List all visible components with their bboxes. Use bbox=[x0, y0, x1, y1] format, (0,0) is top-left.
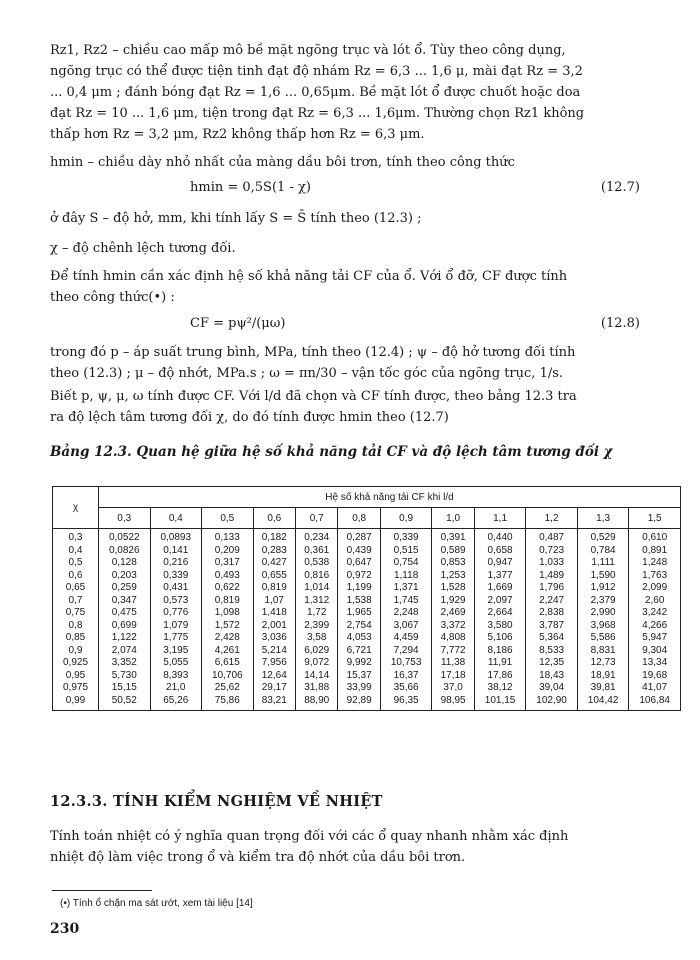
chi-cell: 0,95 bbox=[53, 670, 99, 683]
cf-value-cell: 10,706 bbox=[202, 670, 254, 683]
ld-header-cell: 0,3 bbox=[99, 508, 151, 529]
paragraph-cf-intro bbox=[50, 266, 680, 308]
cf-value-cell: 3,787 bbox=[526, 620, 578, 633]
cf-value-cell: 1,377 bbox=[474, 570, 526, 583]
cf-value-cell: 11,38 bbox=[432, 657, 474, 670]
page-number: 230 bbox=[50, 921, 80, 937]
cf-value-cell: 1,312 bbox=[295, 595, 337, 608]
ld-header-cell: 0,5 bbox=[202, 508, 254, 529]
cf-value-cell: 0,259 bbox=[99, 582, 151, 595]
cf-value-cell: 4,261 bbox=[202, 645, 254, 658]
cf-value-cell: 0,128 bbox=[99, 557, 151, 570]
cf-value-cell: 98,95 bbox=[432, 695, 474, 711]
ld-header-cell: 0,8 bbox=[338, 508, 380, 529]
cf-value-cell: 1,418 bbox=[253, 607, 295, 620]
text-line: theo công thức(•) : bbox=[50, 290, 175, 305]
cf-value-cell: 0,515 bbox=[380, 545, 432, 558]
chi-cell: 0,7 bbox=[53, 595, 99, 608]
cf-value-cell: 1,72 bbox=[295, 607, 337, 620]
cf-value-cell: 101,15 bbox=[474, 695, 526, 711]
cf-value-cell: 5,055 bbox=[150, 657, 202, 670]
cf-value-cell: 0,347 bbox=[99, 595, 151, 608]
cf-value-cell: 2,099 bbox=[629, 582, 681, 595]
cf-value-cell: 4,459 bbox=[380, 632, 432, 645]
cf-value-cell: 104,42 bbox=[577, 695, 629, 711]
cf-value-cell: 21,0 bbox=[150, 682, 202, 695]
paragraph-chi bbox=[50, 238, 680, 259]
cf-value-cell: 102,90 bbox=[526, 695, 578, 711]
text-line: ... 0,4 μm ; đánh bóng đạt Rz = 1,6 ... 0,65μm. Bề mặt lót ổ được chuốt hoặc doa bbox=[50, 85, 581, 100]
cf-value-cell: 1,796 bbox=[526, 582, 578, 595]
cf-value-cell: 1,745 bbox=[380, 595, 432, 608]
cf-value-cell: 0,439 bbox=[338, 545, 380, 558]
ld-header-row bbox=[53, 508, 681, 529]
cf-value-cell: 3,580 bbox=[474, 620, 526, 633]
table-row bbox=[53, 620, 681, 633]
cf-value-cell: 12,64 bbox=[253, 670, 295, 683]
cf-value-cell: 0,573 bbox=[150, 595, 202, 608]
cf-value-cell: 6,721 bbox=[338, 645, 380, 658]
cf-value-cell: 2,469 bbox=[432, 607, 474, 620]
cf-value-cell: 4,266 bbox=[629, 620, 681, 633]
table-caption: Bảng 12.3. Quan hệ giữa hệ số khả năng tải CF và độ lệch tâm tương đối χ bbox=[50, 444, 613, 460]
cf-value-cell: 1,098 bbox=[202, 607, 254, 620]
cf-value-cell: 0,141 bbox=[150, 545, 202, 558]
cf-value-cell: 65,26 bbox=[150, 695, 202, 711]
equation-12-8: CF = pψ²/(μω) bbox=[190, 316, 286, 331]
cf-value-cell: 0,610 bbox=[629, 529, 681, 545]
text-line: đạt Rz = 10 ... 1,6 μm, tiện trong đạt Rz = 6,3 ... 1,6μm. Thường chọn Rz1 không bbox=[50, 106, 585, 121]
cf-value-cell: 2,097 bbox=[474, 595, 526, 608]
cf-value-cell: 1,248 bbox=[629, 557, 681, 570]
cf-value-cell: 2,428 bbox=[202, 632, 254, 645]
table-row bbox=[53, 529, 681, 545]
ld-header-cell: 0,9 bbox=[380, 508, 432, 529]
text-line: ở đây S – độ hở, mm, khi tính lấy S = S̄ tính theo (12.3) ; bbox=[50, 211, 422, 226]
ld-header-cell: 0,7 bbox=[295, 508, 337, 529]
cf-value-cell: 5,947 bbox=[629, 632, 681, 645]
cf-value-cell: 9,304 bbox=[629, 645, 681, 658]
cf-value-cell: 0,133 bbox=[202, 529, 254, 545]
equation-number-12-8: (12.8) bbox=[600, 316, 640, 331]
cf-value-cell: 3,968 bbox=[577, 620, 629, 633]
cf-value-cell: 33,99 bbox=[338, 682, 380, 695]
cf-value-cell: 1,775 bbox=[150, 632, 202, 645]
cf-value-cell: 2,990 bbox=[577, 607, 629, 620]
text-line: Rz1, Rz2 – chiều cao mấp mô bề mặt ngõng trục và lót ổ. Tùy theo công dụng, bbox=[50, 43, 566, 58]
ld-header-cell: 1,2 bbox=[526, 508, 578, 529]
cf-value-cell: 1,538 bbox=[338, 595, 380, 608]
table-row bbox=[53, 670, 681, 683]
cf-value-cell: 0,209 bbox=[202, 545, 254, 558]
cf-value-cell: 38,12 bbox=[474, 682, 526, 695]
cf-value-cell: 8,393 bbox=[150, 670, 202, 683]
cf-value-cell: 18,91 bbox=[577, 670, 629, 683]
cf-value-cell: 25,62 bbox=[202, 682, 254, 695]
cf-value-cell: 0,816 bbox=[295, 570, 337, 583]
cf-chi-table bbox=[52, 486, 681, 711]
cf-value-cell: 0,203 bbox=[99, 570, 151, 583]
cf-value-cell: 0,784 bbox=[577, 545, 629, 558]
cf-value-cell: 0,658 bbox=[474, 545, 526, 558]
cf-value-cell: 2,247 bbox=[526, 595, 578, 608]
cf-value-cell: 17,18 bbox=[432, 670, 474, 683]
chi-cell: 0,75 bbox=[53, 607, 99, 620]
equation-12-7: hmin = 0,5S(1 - χ) bbox=[190, 180, 311, 195]
chi-column-header: χ bbox=[53, 487, 99, 529]
cf-value-cell: 0,361 bbox=[295, 545, 337, 558]
cf-value-cell: 2,379 bbox=[577, 595, 629, 608]
cf-value-cell: 2,399 bbox=[295, 620, 337, 633]
cf-value-cell: 0,622 bbox=[202, 582, 254, 595]
table-row bbox=[53, 595, 681, 608]
cf-value-cell: 10,753 bbox=[380, 657, 432, 670]
cf-value-cell: 0,754 bbox=[380, 557, 432, 570]
cf-value-cell: 5,106 bbox=[474, 632, 526, 645]
text-line: ngõng trục có thể được tiện tinh đạt độ nhám Rz = 6,3 ... 1,6 μ, mài đạt Rz = 3,2 bbox=[50, 64, 583, 79]
cf-value-cell: 1,965 bbox=[338, 607, 380, 620]
cf-value-cell: 14,14 bbox=[295, 670, 337, 683]
cf-value-cell: 0,427 bbox=[253, 557, 295, 570]
text-line: nhiệt độ làm việc trong ổ và kiểm tra độ nhớt của dầu bôi trơn. bbox=[50, 850, 466, 865]
cf-value-cell: 3,195 bbox=[150, 645, 202, 658]
text-line: Để tính hmin cần xác định hệ số khả năng tải CF của ổ. Với ổ đỡ, CF được tính bbox=[50, 269, 568, 284]
cf-value-cell: 0,234 bbox=[295, 529, 337, 545]
cf-value-cell: 0,538 bbox=[295, 557, 337, 570]
paragraph-procedure bbox=[50, 386, 680, 428]
cf-value-cell: 1,014 bbox=[295, 582, 337, 595]
group-header: Hệ số khả năng tải CF khi l/d bbox=[99, 487, 681, 508]
cf-value-cell: 50,52 bbox=[99, 695, 151, 711]
cf-value-cell: 2,838 bbox=[526, 607, 578, 620]
cf-value-cell: 0,655 bbox=[253, 570, 295, 583]
cf-value-cell: 1,669 bbox=[474, 582, 526, 595]
cf-value-cell: 1,590 bbox=[577, 570, 629, 583]
chi-cell: 0,5 bbox=[53, 557, 99, 570]
cf-value-cell: 8,831 bbox=[577, 645, 629, 658]
cf-value-cell: 4,053 bbox=[338, 632, 380, 645]
cf-value-cell: 0,487 bbox=[526, 529, 578, 545]
equation-number-12-7: (12.7) bbox=[600, 180, 640, 195]
ld-header-cell: 0,6 bbox=[253, 508, 295, 529]
cf-value-cell: 3,372 bbox=[432, 620, 474, 633]
cf-value-cell: 0,0522 bbox=[99, 529, 151, 545]
cf-value-cell: 2,754 bbox=[338, 620, 380, 633]
cf-value-cell: 0,391 bbox=[432, 529, 474, 545]
cf-value-cell: 0,529 bbox=[577, 529, 629, 545]
cf-value-cell: 1,07 bbox=[253, 595, 295, 608]
cf-value-cell: 12,73 bbox=[577, 657, 629, 670]
cf-value-cell: 1,199 bbox=[338, 582, 380, 595]
table-row bbox=[53, 682, 681, 695]
cf-value-cell: 0,317 bbox=[202, 557, 254, 570]
table-row bbox=[53, 582, 681, 595]
table-row bbox=[53, 570, 681, 583]
cf-value-cell: 1,079 bbox=[150, 620, 202, 633]
cf-value-cell: 1,253 bbox=[432, 570, 474, 583]
paragraph-symbols bbox=[50, 342, 680, 384]
cf-value-cell: 6,029 bbox=[295, 645, 337, 658]
cf-value-cell: 3,242 bbox=[629, 607, 681, 620]
cf-value-cell: 1,489 bbox=[526, 570, 578, 583]
cf-value-cell: 7,772 bbox=[432, 645, 474, 658]
cf-value-cell: 0,699 bbox=[99, 620, 151, 633]
cf-value-cell: 2,074 bbox=[99, 645, 151, 658]
cf-value-cell: 3,352 bbox=[99, 657, 151, 670]
cf-value-cell: 8,186 bbox=[474, 645, 526, 658]
cf-value-cell: 8,533 bbox=[526, 645, 578, 658]
cf-value-cell: 9,992 bbox=[338, 657, 380, 670]
chi-cell: 0,65 bbox=[53, 582, 99, 595]
cf-value-cell: 0,972 bbox=[338, 570, 380, 583]
table-row bbox=[53, 657, 681, 670]
cf-value-cell: 15,37 bbox=[338, 670, 380, 683]
ld-header-cell: 1,5 bbox=[629, 508, 681, 529]
chi-cell: 0,9 bbox=[53, 645, 99, 658]
cf-value-cell: 88,90 bbox=[295, 695, 337, 711]
cf-value-cell: 17,86 bbox=[474, 670, 526, 683]
table-row bbox=[53, 645, 681, 658]
cf-value-cell: 18,43 bbox=[526, 670, 578, 683]
cf-value-cell: 1,122 bbox=[99, 632, 151, 645]
text-line: ra độ lệch tâm tương đối χ, do đó tính được hmin theo (12.7) bbox=[50, 410, 449, 425]
ld-header-cell: 1,0 bbox=[432, 508, 474, 529]
section-heading: 12.3.3. TÍNH KIỂM NGHIỆM VỀ NHIỆT bbox=[50, 793, 383, 810]
cf-value-cell: 0,493 bbox=[202, 570, 254, 583]
cf-value-cell: 1,572 bbox=[202, 620, 254, 633]
cf-value-cell: 0,819 bbox=[202, 595, 254, 608]
cf-value-cell: 0,431 bbox=[150, 582, 202, 595]
cf-value-cell: 0,0826 bbox=[99, 545, 151, 558]
cf-value-cell: 1,929 bbox=[432, 595, 474, 608]
chi-cell: 0,975 bbox=[53, 682, 99, 695]
cf-value-cell: 0,776 bbox=[150, 607, 202, 620]
cf-value-cell: 1,371 bbox=[380, 582, 432, 595]
cf-value-cell: 0,440 bbox=[474, 529, 526, 545]
paragraph-thermal bbox=[50, 826, 680, 868]
cf-value-cell: 0,723 bbox=[526, 545, 578, 558]
cf-value-cell: 1,528 bbox=[432, 582, 474, 595]
cf-value-cell: 0,339 bbox=[150, 570, 202, 583]
ld-header-cell: 0,4 bbox=[150, 508, 202, 529]
cf-value-cell: 2,001 bbox=[253, 620, 295, 633]
footnote: (•) Tính ổ chặn ma sát ướt, xem tài liệu [14] bbox=[60, 898, 253, 909]
cf-value-cell: 0,0893 bbox=[150, 529, 202, 545]
cf-value-cell: 6,615 bbox=[202, 657, 254, 670]
cf-value-cell: 1,118 bbox=[380, 570, 432, 583]
chi-cell: 0,4 bbox=[53, 545, 99, 558]
cf-value-cell: 13,34 bbox=[629, 657, 681, 670]
cf-value-cell: 12,35 bbox=[526, 657, 578, 670]
cf-value-cell: 0,947 bbox=[474, 557, 526, 570]
text-line: thấp hơn Rz = 3,2 μm, Rz2 không thấp hơn Rz = 6,3 μm. bbox=[50, 127, 425, 142]
cf-value-cell: 0,216 bbox=[150, 557, 202, 570]
cf-value-cell: 35,66 bbox=[380, 682, 432, 695]
cf-value-cell: 5,586 bbox=[577, 632, 629, 645]
cf-value-cell: 2,60 bbox=[629, 595, 681, 608]
cf-value-cell: 3,067 bbox=[380, 620, 432, 633]
chi-cell: 0,8 bbox=[53, 620, 99, 633]
cf-value-cell: 0,182 bbox=[253, 529, 295, 545]
table-row bbox=[53, 695, 681, 711]
table-row bbox=[53, 545, 681, 558]
cf-value-cell: 41,07 bbox=[629, 682, 681, 695]
text-line: Biết p, ψ, μ, ω tính được CF. Với l/d đã chọn và CF tính được, theo bảng 12.3 tra bbox=[50, 389, 577, 404]
chi-cell: 0,99 bbox=[53, 695, 99, 711]
cf-value-cell: 1,111 bbox=[577, 557, 629, 570]
chi-cell: 0,3 bbox=[53, 529, 99, 545]
cf-value-cell: 5,214 bbox=[253, 645, 295, 658]
cf-value-cell: 29,17 bbox=[253, 682, 295, 695]
cf-value-cell: 7,294 bbox=[380, 645, 432, 658]
table-row bbox=[53, 632, 681, 645]
cf-value-cell: 83,21 bbox=[253, 695, 295, 711]
cf-value-cell: 0,853 bbox=[432, 557, 474, 570]
cf-value-cell: 9,072 bbox=[295, 657, 337, 670]
cf-value-cell: 75,86 bbox=[202, 695, 254, 711]
cf-value-cell: 3,036 bbox=[253, 632, 295, 645]
cf-value-cell: 37,0 bbox=[432, 682, 474, 695]
cf-value-cell: 19,68 bbox=[629, 670, 681, 683]
cf-value-cell: 0,589 bbox=[432, 545, 474, 558]
cf-value-cell: 0,891 bbox=[629, 545, 681, 558]
cf-value-cell: 96,35 bbox=[380, 695, 432, 711]
chi-cell: 0,6 bbox=[53, 570, 99, 583]
chi-cell: 0,85 bbox=[53, 632, 99, 645]
text-line: theo (12.3) ; μ – độ nhớt, MPa.s ; ω = πn/30 – vận tốc góc của ngõng trục, 1/s. bbox=[50, 366, 564, 381]
text-line: Tính toán nhiệt có ý nghĩa quan trọng đối với các ổ quay nhanh nhằm xác định bbox=[50, 829, 569, 844]
ld-header-cell: 1,1 bbox=[474, 508, 526, 529]
cf-value-cell: 1,763 bbox=[629, 570, 681, 583]
cf-value-cell: 0,283 bbox=[253, 545, 295, 558]
cf-value-cell: 11,91 bbox=[474, 657, 526, 670]
text-line: hmin – chiều dày nhỏ nhất của màng dầu bôi trơn, tính theo công thức bbox=[50, 155, 515, 170]
table-row bbox=[53, 557, 681, 570]
cf-value-cell: 0,475 bbox=[99, 607, 151, 620]
cf-value-cell: 1,912 bbox=[577, 582, 629, 595]
cf-value-cell: 7,956 bbox=[253, 657, 295, 670]
text-line: trong đó p – áp suất trung bình, MPa, tính theo (12.4) ; ψ – độ hở tương đối tính bbox=[50, 345, 576, 360]
cf-value-cell: 5,364 bbox=[526, 632, 578, 645]
cf-value-cell: 16,37 bbox=[380, 670, 432, 683]
footnote-divider bbox=[52, 890, 152, 891]
cf-value-cell: 0,647 bbox=[338, 557, 380, 570]
cf-value-cell: 15,15 bbox=[99, 682, 151, 695]
text-line: χ – độ chênh lệch tương đối. bbox=[50, 241, 236, 256]
paragraph-hmin-definition bbox=[50, 152, 680, 173]
ld-header-cell: 1,3 bbox=[577, 508, 629, 529]
cf-value-cell: 0,287 bbox=[338, 529, 380, 545]
table-body bbox=[53, 529, 681, 711]
cf-value-cell: 39,81 bbox=[577, 682, 629, 695]
table-row bbox=[53, 607, 681, 620]
cf-value-cell: 0,339 bbox=[380, 529, 432, 545]
cf-value-cell: 2,664 bbox=[474, 607, 526, 620]
cf-value-cell: 39,04 bbox=[526, 682, 578, 695]
cf-value-cell: 92,89 bbox=[338, 695, 380, 711]
cf-value-cell: 0,819 bbox=[253, 582, 295, 595]
cf-value-cell: 31,88 bbox=[295, 682, 337, 695]
cf-value-cell: 2,248 bbox=[380, 607, 432, 620]
cf-value-cell: 3,58 bbox=[295, 632, 337, 645]
cf-value-cell: 5,730 bbox=[99, 670, 151, 683]
cf-value-cell: 1,033 bbox=[526, 557, 578, 570]
paragraph-clearance bbox=[50, 208, 680, 229]
paragraph-roughness bbox=[50, 40, 680, 145]
cf-value-cell: 4,808 bbox=[432, 632, 474, 645]
cf-value-cell: 106,84 bbox=[629, 695, 681, 711]
chi-cell: 0,925 bbox=[53, 657, 99, 670]
